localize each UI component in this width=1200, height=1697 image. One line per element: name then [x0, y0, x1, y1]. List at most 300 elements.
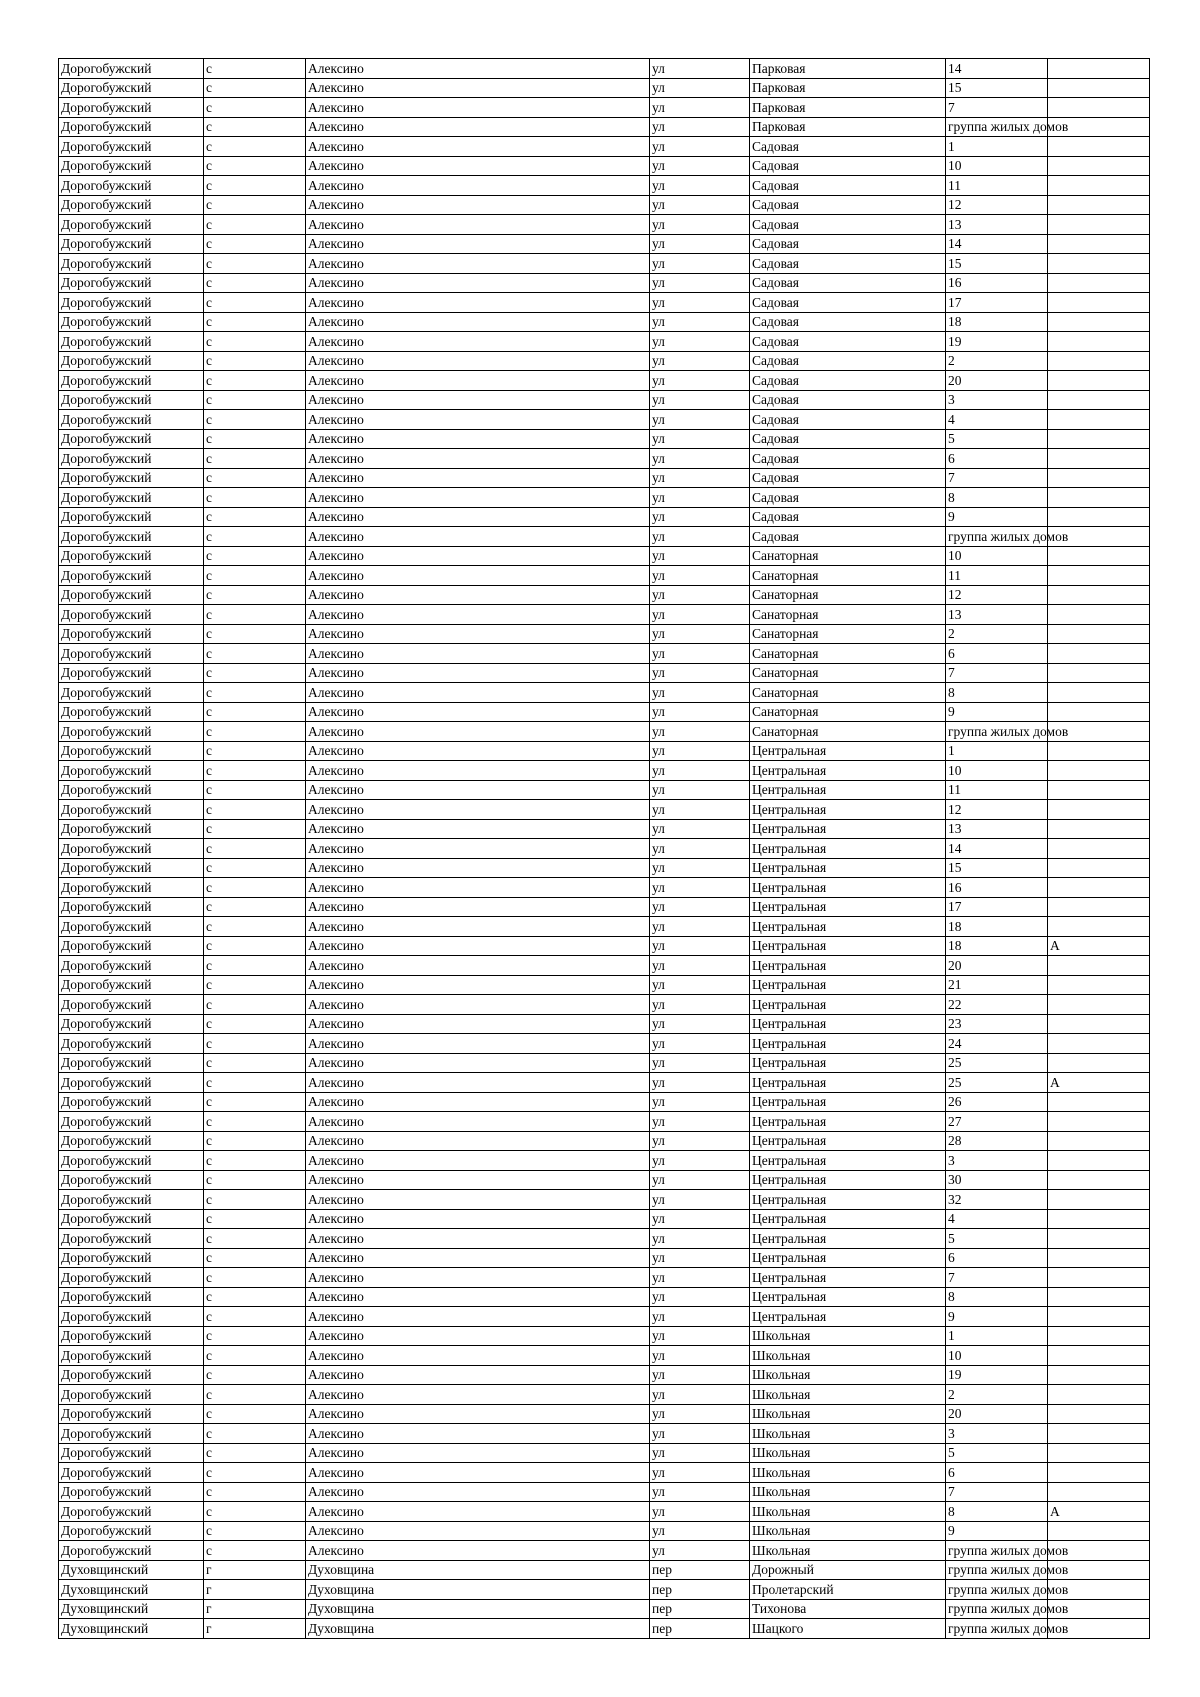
settlement-type-cell: с [204, 1248, 306, 1268]
street-cell: Дорожный [750, 1560, 946, 1580]
building-letter-cell [1048, 1151, 1150, 1171]
building-letter-cell [1048, 1229, 1150, 1249]
street-cell: Садовая [750, 254, 946, 274]
table-row [59, 624, 1150, 644]
table-row [59, 761, 1150, 781]
street-type-cell: ул [650, 1443, 750, 1463]
settlement-cell: Алексино [306, 273, 650, 293]
house-number-cell: 15 [946, 254, 1048, 274]
settlement-cell: Алексино [306, 78, 650, 98]
table-row [59, 1502, 1150, 1522]
house-number-cell: 22 [946, 995, 1048, 1015]
district-cell: Дорогобужский [59, 1385, 204, 1405]
house-number-cell: 11 [946, 780, 1048, 800]
settlement-type-cell: с [204, 1443, 306, 1463]
street-type-cell: пер [650, 1599, 750, 1619]
table-row [59, 215, 1150, 235]
settlement-cell: Алексино [306, 1112, 650, 1132]
street-cell: Санаторная [750, 722, 946, 742]
street-cell: Садовая [750, 156, 946, 176]
table-row [59, 488, 1150, 508]
district-cell: Дорогобужский [59, 215, 204, 235]
street-type-cell: ул [650, 897, 750, 917]
street-type-cell: пер [650, 1619, 750, 1639]
street-cell: Центральная [750, 1190, 946, 1210]
settlement-cell: Алексино [306, 1073, 650, 1093]
street-cell: Школьная [750, 1365, 946, 1385]
district-cell: Духовщинский [59, 1580, 204, 1600]
settlement-type-cell: с [204, 741, 306, 761]
table-row [59, 1424, 1150, 1444]
house-number-cell: 16 [946, 273, 1048, 293]
building-letter-cell [1048, 273, 1150, 293]
house-number-cell: 10 [946, 156, 1048, 176]
street-type-cell: ул [650, 1112, 750, 1132]
district-cell: Духовщинский [59, 1599, 204, 1619]
house-number-cell: группа жилых домов [946, 1619, 1048, 1639]
street-type-cell: ул [650, 819, 750, 839]
house-number-cell: 2 [946, 351, 1048, 371]
building-letter-cell [1048, 956, 1150, 976]
settlement-type-cell: с [204, 156, 306, 176]
building-letter-cell [1048, 780, 1150, 800]
house-number-cell: 3 [946, 1424, 1048, 1444]
settlement-cell: Алексино [306, 936, 650, 956]
street-cell: Садовая [750, 273, 946, 293]
table-row [59, 839, 1150, 859]
settlement-type-cell: с [204, 585, 306, 605]
settlement-type-cell: с [204, 566, 306, 586]
settlement-cell: Алексино [306, 1014, 650, 1034]
building-letter-cell [1048, 468, 1150, 488]
settlement-cell: Алексино [306, 1131, 650, 1151]
district-cell: Дорогобужский [59, 98, 204, 118]
settlement-type-cell: с [204, 98, 306, 118]
settlement-type-cell: с [204, 1502, 306, 1522]
street-cell: Школьная [750, 1502, 946, 1522]
table-row [59, 1599, 1150, 1619]
settlement-type-cell: с [204, 975, 306, 995]
house-number-cell: 32 [946, 1190, 1048, 1210]
street-cell: Школьная [750, 1404, 946, 1424]
street-cell: Центральная [750, 741, 946, 761]
district-cell: Дорогобужский [59, 546, 204, 566]
street-cell: Центральная [750, 1151, 946, 1171]
street-cell: Санаторная [750, 566, 946, 586]
building-letter-cell [1048, 858, 1150, 878]
house-number-cell: 23 [946, 1014, 1048, 1034]
street-type-cell: ул [650, 975, 750, 995]
table-row [59, 390, 1150, 410]
house-number-cell: 13 [946, 605, 1048, 625]
settlement-type-cell: с [204, 410, 306, 430]
district-cell: Дорогобужский [59, 371, 204, 391]
settlement-cell: Алексино [306, 1287, 650, 1307]
settlement-cell: Алексино [306, 878, 650, 898]
street-type-cell: ул [650, 195, 750, 215]
district-cell: Дорогобужский [59, 137, 204, 157]
street-cell: Садовая [750, 351, 946, 371]
district-cell: Дорогобужский [59, 858, 204, 878]
settlement-cell: Алексино [306, 1365, 650, 1385]
building-letter-cell [1048, 800, 1150, 820]
building-letter-cell [1048, 839, 1150, 859]
house-number-cell: 18 [946, 312, 1048, 332]
street-type-cell: ул [650, 1385, 750, 1405]
table-row [59, 1229, 1150, 1249]
building-letter-cell [1048, 156, 1150, 176]
table-row [59, 1034, 1150, 1054]
settlement-type-cell: г [204, 1560, 306, 1580]
table-row [59, 1560, 1150, 1580]
table-row [59, 117, 1150, 137]
settlement-type-cell: с [204, 312, 306, 332]
street-cell: Парковая [750, 117, 946, 137]
street-cell: Центральная [750, 1170, 946, 1190]
house-number-cell: 12 [946, 585, 1048, 605]
building-letter-cell [1048, 449, 1150, 469]
street-cell: Школьная [750, 1541, 946, 1561]
settlement-type-cell: с [204, 332, 306, 352]
building-letter-cell [1048, 1443, 1150, 1463]
street-cell: Садовая [750, 527, 946, 547]
house-number-cell: группа жилых домов [946, 1580, 1048, 1600]
street-cell: Школьная [750, 1326, 946, 1346]
house-number-cell: 6 [946, 1248, 1048, 1268]
table-row [59, 1287, 1150, 1307]
street-type-cell: ул [650, 390, 750, 410]
house-number-cell: 14 [946, 59, 1048, 79]
district-cell: Дорогобужский [59, 254, 204, 274]
street-cell: Школьная [750, 1482, 946, 1502]
street-type-cell: ул [650, 917, 750, 937]
street-cell: Садовая [750, 137, 946, 157]
building-letter-cell [1048, 917, 1150, 937]
settlement-type-cell: с [204, 449, 306, 469]
settlement-cell: Алексино [306, 1424, 650, 1444]
building-letter-cell [1048, 176, 1150, 196]
settlement-type-cell: с [204, 839, 306, 859]
settlement-cell: Алексино [306, 995, 650, 1015]
table-row [59, 585, 1150, 605]
table-row [59, 1404, 1150, 1424]
building-letter-cell [1048, 741, 1150, 761]
table-row [59, 1053, 1150, 1073]
district-cell: Дорогобужский [59, 975, 204, 995]
street-type-cell: ул [650, 1151, 750, 1171]
settlement-cell: Алексино [306, 195, 650, 215]
street-type-cell: ул [650, 1131, 750, 1151]
settlement-type-cell: с [204, 1463, 306, 1483]
street-type-cell: ул [650, 585, 750, 605]
table-row [59, 351, 1150, 371]
street-type-cell: ул [650, 1190, 750, 1210]
house-number-cell: 11 [946, 566, 1048, 586]
building-letter-cell [1048, 663, 1150, 683]
street-cell: Центральная [750, 1014, 946, 1034]
settlement-cell: Алексино [306, 312, 650, 332]
settlement-cell: Алексино [306, 1521, 650, 1541]
street-type-cell: ул [650, 410, 750, 430]
house-number-cell: 5 [946, 1443, 1048, 1463]
table-row [59, 546, 1150, 566]
building-letter-cell [1048, 1287, 1150, 1307]
settlement-type-cell: с [204, 1151, 306, 1171]
house-number-cell: 7 [946, 1268, 1048, 1288]
table-row [59, 78, 1150, 98]
street-cell: Тихонова [750, 1599, 946, 1619]
table-row [59, 800, 1150, 820]
street-type-cell: ул [650, 663, 750, 683]
district-cell: Дорогобужский [59, 1502, 204, 1522]
street-type-cell: ул [650, 839, 750, 859]
house-number-cell: 7 [946, 1482, 1048, 1502]
table-row [59, 312, 1150, 332]
district-cell: Дорогобужский [59, 1034, 204, 1054]
house-number-cell: группа жилых домов [946, 527, 1048, 547]
district-cell: Дорогобужский [59, 59, 204, 79]
settlement-cell: Алексино [306, 117, 650, 137]
settlement-cell: Алексино [306, 819, 650, 839]
street-type-cell: ул [650, 254, 750, 274]
table-row [59, 936, 1150, 956]
street-cell: Центральная [750, 917, 946, 937]
building-letter-cell [1048, 1326, 1150, 1346]
district-cell: Дорогобужский [59, 1521, 204, 1541]
district-cell: Дорогобужский [59, 956, 204, 976]
house-number-cell: 14 [946, 234, 1048, 254]
street-type-cell: ул [650, 780, 750, 800]
settlement-cell: Алексино [306, 1346, 650, 1366]
street-cell: Центральная [750, 761, 946, 781]
building-letter-cell [1048, 1385, 1150, 1405]
table-row [59, 780, 1150, 800]
building-letter-cell [1048, 585, 1150, 605]
house-number-cell: 7 [946, 663, 1048, 683]
building-letter-cell: А [1048, 1502, 1150, 1522]
house-number-cell: 13 [946, 215, 1048, 235]
street-cell: Парковая [750, 98, 946, 118]
settlement-type-cell: с [204, 1424, 306, 1444]
street-cell: Центральная [750, 1053, 946, 1073]
street-type-cell: ул [650, 1482, 750, 1502]
settlement-type-cell: с [204, 351, 306, 371]
settlement-type-cell: с [204, 1287, 306, 1307]
settlement-type-cell: с [204, 917, 306, 937]
settlement-type-cell: с [204, 800, 306, 820]
table-row [59, 1521, 1150, 1541]
district-cell: Дорогобужский [59, 878, 204, 898]
settlement-type-cell: с [204, 546, 306, 566]
building-letter-cell [1048, 1131, 1150, 1151]
settlement-cell: Духовщина [306, 1599, 650, 1619]
street-cell: Школьная [750, 1346, 946, 1366]
district-cell: Дорогобужский [59, 234, 204, 254]
district-cell: Дорогобужский [59, 1209, 204, 1229]
street-type-cell: ул [650, 1541, 750, 1561]
street-type-cell: ул [650, 741, 750, 761]
settlement-type-cell: с [204, 702, 306, 722]
settlement-cell: Алексино [306, 1482, 650, 1502]
street-type-cell: ул [650, 1034, 750, 1054]
building-letter-cell [1048, 1092, 1150, 1112]
settlement-type-cell: с [204, 117, 306, 137]
building-letter-cell [1048, 1424, 1150, 1444]
house-number-cell: 12 [946, 195, 1048, 215]
settlement-cell: Духовщина [306, 1560, 650, 1580]
street-cell: Центральная [750, 1287, 946, 1307]
table-row [59, 429, 1150, 449]
settlement-cell: Алексино [306, 507, 650, 527]
table-row [59, 156, 1150, 176]
street-cell: Санаторная [750, 683, 946, 703]
table-row [59, 858, 1150, 878]
street-type-cell: ул [650, 1404, 750, 1424]
street-cell: Садовая [750, 293, 946, 313]
settlement-cell: Алексино [306, 585, 650, 605]
district-cell: Дорогобужский [59, 995, 204, 1015]
table-row [59, 741, 1150, 761]
house-number-cell: 9 [946, 507, 1048, 527]
district-cell: Дорогобужский [59, 1404, 204, 1424]
table-row [59, 410, 1150, 430]
street-cell: Парковая [750, 78, 946, 98]
district-cell: Дорогобужский [59, 195, 204, 215]
settlement-type-cell: с [204, 78, 306, 98]
table-row [59, 566, 1150, 586]
settlement-type-cell: с [204, 1073, 306, 1093]
settlement-cell: Алексино [306, 98, 650, 118]
settlement-cell: Алексино [306, 234, 650, 254]
house-number-cell: 24 [946, 1034, 1048, 1054]
table-row [59, 371, 1150, 391]
table-row [59, 59, 1150, 79]
house-number-cell: 8 [946, 488, 1048, 508]
street-cell: Садовая [750, 312, 946, 332]
street-cell: Центральная [750, 780, 946, 800]
table-row [59, 176, 1150, 196]
settlement-cell: Алексино [306, 1053, 650, 1073]
table-row [59, 1443, 1150, 1463]
street-type-cell: ул [650, 956, 750, 976]
street-cell: Садовая [750, 371, 946, 391]
street-cell: Центральная [750, 819, 946, 839]
building-letter-cell [1048, 332, 1150, 352]
settlement-cell: Алексино [306, 546, 650, 566]
house-number-cell: 13 [946, 819, 1048, 839]
settlement-type-cell: с [204, 1365, 306, 1385]
table-row [59, 98, 1150, 118]
street-cell: Центральная [750, 936, 946, 956]
street-type-cell: ул [650, 312, 750, 332]
table-row [59, 702, 1150, 722]
settlement-type-cell: с [204, 215, 306, 235]
house-number-cell: группа жилых домов [946, 722, 1048, 742]
building-letter-cell [1048, 488, 1150, 508]
street-type-cell: ул [650, 858, 750, 878]
table-row [59, 1190, 1150, 1210]
house-number-cell: 6 [946, 449, 1048, 469]
street-type-cell: ул [650, 429, 750, 449]
table-row [59, 878, 1150, 898]
street-type-cell: ул [650, 1424, 750, 1444]
settlement-type-cell: с [204, 995, 306, 1015]
settlement-cell: Духовщина [306, 1619, 650, 1639]
house-number-cell: 17 [946, 293, 1048, 313]
building-letter-cell [1048, 1053, 1150, 1073]
district-cell: Дорогобужский [59, 488, 204, 508]
house-number-cell: 9 [946, 1307, 1048, 1327]
street-cell: Школьная [750, 1463, 946, 1483]
building-letter-cell [1048, 761, 1150, 781]
settlement-cell: Алексино [306, 468, 650, 488]
table-row [59, 137, 1150, 157]
street-type-cell: ул [650, 176, 750, 196]
street-cell: Центральная [750, 839, 946, 859]
street-type-cell: ул [650, 371, 750, 391]
settlement-cell: Алексино [306, 351, 650, 371]
street-cell: Центральная [750, 1229, 946, 1249]
street-type-cell: ул [650, 1463, 750, 1483]
settlement-type-cell: с [204, 936, 306, 956]
table-row [59, 1268, 1150, 1288]
settlement-type-cell: с [204, 488, 306, 508]
district-cell: Дорогобужский [59, 683, 204, 703]
settlement-cell: Алексино [306, 215, 650, 235]
house-number-cell: 30 [946, 1170, 1048, 1190]
street-cell: Школьная [750, 1521, 946, 1541]
house-number-cell: 16 [946, 878, 1048, 898]
district-cell: Дорогобужский [59, 624, 204, 644]
settlement-cell: Алексино [306, 371, 650, 391]
table-row [59, 1151, 1150, 1171]
building-letter-cell [1048, 995, 1150, 1015]
settlement-cell: Алексино [306, 332, 650, 352]
settlement-cell: Алексино [306, 780, 650, 800]
table-row [59, 1619, 1150, 1639]
district-cell: Дорогобужский [59, 1112, 204, 1132]
house-number-cell: группа жилых домов [946, 1541, 1048, 1561]
house-number-cell: 20 [946, 371, 1048, 391]
table-row [59, 1541, 1150, 1561]
street-type-cell: ул [650, 507, 750, 527]
house-number-cell: 2 [946, 1385, 1048, 1405]
settlement-type-cell: с [204, 429, 306, 449]
street-type-cell: ул [650, 1092, 750, 1112]
district-cell: Дорогобужский [59, 741, 204, 761]
district-cell: Дорогобужский [59, 1365, 204, 1385]
building-letter-cell [1048, 1268, 1150, 1288]
settlement-type-cell: с [204, 722, 306, 742]
street-cell: Санаторная [750, 546, 946, 566]
district-cell: Дорогобужский [59, 663, 204, 683]
district-cell: Дорогобужский [59, 1307, 204, 1327]
street-type-cell: ул [650, 605, 750, 625]
settlement-type-cell: с [204, 254, 306, 274]
district-cell: Дорогобужский [59, 1248, 204, 1268]
settlement-cell: Алексино [306, 858, 650, 878]
district-cell: Дорогобужский [59, 839, 204, 859]
table-row [59, 1170, 1150, 1190]
settlement-cell: Алексино [306, 566, 650, 586]
settlement-cell: Алексино [306, 800, 650, 820]
building-letter-cell [1048, 137, 1150, 157]
district-cell: Дорогобужский [59, 644, 204, 664]
settlement-type-cell: с [204, 1170, 306, 1190]
district-cell: Дорогобужский [59, 1151, 204, 1171]
settlement-cell: Алексино [306, 741, 650, 761]
settlement-cell: Алексино [306, 527, 650, 547]
